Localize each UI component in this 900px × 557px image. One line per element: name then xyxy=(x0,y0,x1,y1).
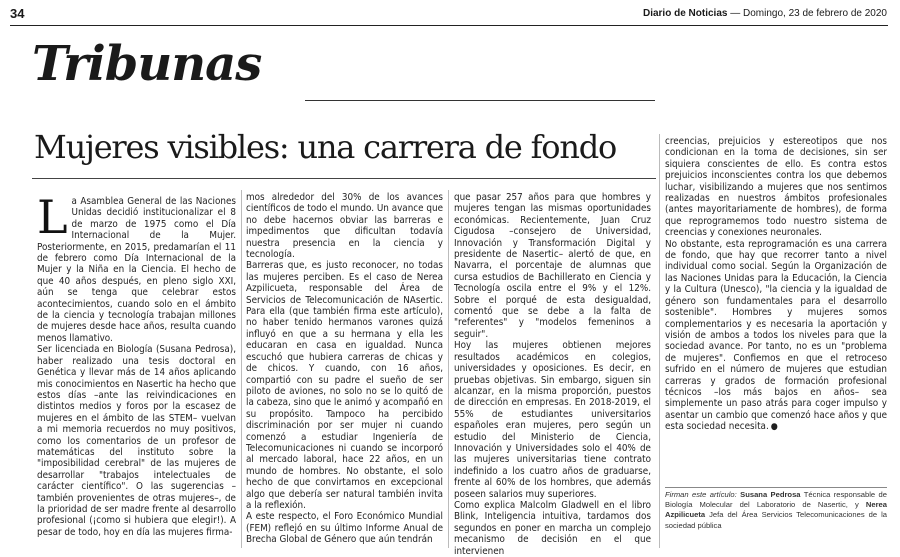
article-paragraph: Hoy las mujeres obtienen mejores resultados académicos en colegios, universidades y oposiciones. Es decir, en pruebas objetivas. Sin embargo, siguen sin alcanzar, en la misma proporción, puestos de dirección en empresas. En 2018-2019, el 55% de estudiantes universitarios españoles eran mujeres, pero según un estudio del Ministerio de Ciencia, Innovación y Universidades solo el 40% de las mujeres universitarias tiene contrato indefinido a los cuatro años de graduarse, frente al 60% de los hombres, que además poseen salarios muy superiores. xyxy=(454,340,651,500)
byline-text xyxy=(665,490,887,531)
author-role: Técnica responsable de Biología Molecular del Laboratorio de Nasertic, y xyxy=(665,490,887,510)
article-paragraph: A este respecto, el Foro Económico Mundial (FEM) reflejó en su último Informe Anual de Brecha Global de Género que aún tendrán xyxy=(246,511,443,546)
publication-name: Diario de Noticias xyxy=(642,8,728,19)
byline-rule xyxy=(665,487,887,488)
article-headline: Mujeres visibles: una carrera de fondo xyxy=(34,128,617,166)
author-name: Susana Pedrosa xyxy=(740,490,801,499)
headline-rule xyxy=(32,178,656,179)
article-paragraph xyxy=(665,239,887,434)
dateline xyxy=(643,8,887,19)
paragraph-text: No obstante, esta reprogramación es una carrera de fondo, que hay que recorrer tanto a nivel individual como social. Según la Organización de las Naciones Unidas para la Educación, la Ciencia y la Cultura (Unesco), "la ciencia y la igualdad de género son fundamentales para el desarrollo sostenible". Hombres y mujeres somos complementarios y es necesaria la aportación y visión de ambos a todos los niveles para que la sociedad avance. Por tanto, no es un "problema de mujeres". Confiemos en que el retroceso sufrido en el número de mujeres que estudian carreras y grados de formación profesional técnicos –los más bajos en años– sea simplemente un paso atrás para coger impulso y asentar un cambio que comenzó hace años y que esta sociedad necesita. xyxy=(665,238,887,433)
page-number: 34 xyxy=(10,6,25,21)
column-divider xyxy=(659,134,660,548)
author-byline xyxy=(665,490,887,531)
article-column-1 xyxy=(37,190,236,548)
paragraph-text: a Asamblea General de las Naciones Unidas decidió institucionalizar el 8 de marzo de 1975 como el Día Internacional de la Mujer. Posteriormente, en 2015, predamarían el 11 de febrero como Día Internacional de la Mujer y la Niña en la Ciencia. El hecho de que 40 años después, en pleno siglo XXI, aún se tenga que celebrar estos acontecimientos, cuando solo en el ámbito de la ciencia y tecnología trabajan millones de mujeres desde hace años, resulta cuando menos llamativo. xyxy=(37,196,236,344)
byline-lead: Firman este artículo: xyxy=(665,490,737,499)
section-title: Tribunas xyxy=(32,36,262,92)
column-divider xyxy=(241,190,242,548)
article-paragraph: Como explica Malcolm Gladwell en el libro Blink, Inteligencia intuitiva, tardamos dos segundos en poner en marcha un complejo mecanismo de decisión en el que intervienen xyxy=(454,499,651,557)
issue-date: — Domingo, 23 de febrero de 2020 xyxy=(730,8,887,19)
column-divider xyxy=(448,190,449,548)
header-rule xyxy=(10,25,888,26)
section-rule xyxy=(305,100,655,101)
article-column-3 xyxy=(454,192,651,557)
article-paragraph: Ser licenciada en Biología (Susana Pedrosa), haber realizado una tesis doctoral en Genética y llevar más de 14 años aplicando mis conocimientos en Nasertic ha hecho que estos días –ante las reivindicaciones en distintos medios y foros por la escasez de mujeres en el ámbito de las STEM– vuelvan a mi memoria recuerdos no muy positivos, como los comentarios de un profesor de matemáticas del instituto sobre la "imposibilidad cerebral" de las mujeres de desarrollar "trabajos intelectuales de carácter científico". O las sugerencias –también provenientes de otras mujeres–, de la prioridad de ser madre frente al desarrollo profesional (¡como si hubiera que elegir!). A pesar de todo, hoy en día las mujeres firma- xyxy=(37,344,236,538)
article-paragraph: creencias, prejuicios y estereotipos que nos condicionan en la toma de decisiones, sin ser siquiera conscientes de ello. Es contra estos prejuicios inconscientes contra los que debemos luchar, visibilizando a mujeres que nos sentimos realizadas en nuestros ámbitos profesionales (antes mayoritariamente de hombres), de forma que reprogramemos todo nuestro sistema de creencias y conexiones neuronales. xyxy=(665,136,887,239)
author-name: Nerea Azpilicueta xyxy=(665,500,887,520)
author-role: Jefa del Área Servicios Telecomunicaciones de la sociedad pública xyxy=(665,510,887,530)
article-column-4 xyxy=(665,136,887,482)
article-paragraph xyxy=(37,190,236,344)
article-paragraph: que pasar 257 años para que hombres y mujeres tengan las mismas oportunidades económicas. Recientemente, Juan Cruz Cigudosa –consejero de Universidad, Innovación y Transformación Digital y presidente de Nasertic– alertó de que, en Navarra, el porcentaje de alumnas que cursa estudios de Bachillerato en Ciencia y Tecnología oscila entre el 9% y el 12%. Sobre el porqué de esta desigualdad, comentó que se debe a la falta de "referentes" y "modelos femeninos a seguir". xyxy=(454,192,651,340)
drop-cap: L xyxy=(37,190,68,244)
article-column-2 xyxy=(246,192,443,548)
article-paragraph: Barreras que, es justo reconocer, no todas las mujeres perciben. Es el caso de Nerea Azpilicueta, responsable del Área de Servicios de Telecomunicación de NAsertic. Para ella (que también firma este artículo), no haber tenido hermanos varones quizá influyó en que a su hermana y ella les educaran en casa en igualdad. Nunca escuchó que hubiera carreras de chicas y de chicos. Y cuando, con 16 años, compartió con su padre el sueño de ser piloto de aviones, no solo no se lo quitó de la cabeza, sino que le animó y acompañó en su propósito. Tampoco ha percibido discriminación por ser mujer ni cuando comenzó a estudiar Ingeniería de Telecomunicaciones ni cuando se incorporó al mercado laboral, hace 22 años, en un mundo de hombres. No obstante, el solo hecho de que convirtamos en excepcional algo que debería ser natural también invita a la reflexión. xyxy=(246,260,443,511)
page-header xyxy=(10,6,887,24)
end-of-article-mark: ● xyxy=(770,422,778,433)
article-paragraph: mos alrededor del 30% de los avances científicos de todo el mundo. Un avance que no debe hacernos obviar las barreras e impedimentos que dificultan todavía nuestra presencia en la ciencia y tecnología. xyxy=(246,192,443,261)
